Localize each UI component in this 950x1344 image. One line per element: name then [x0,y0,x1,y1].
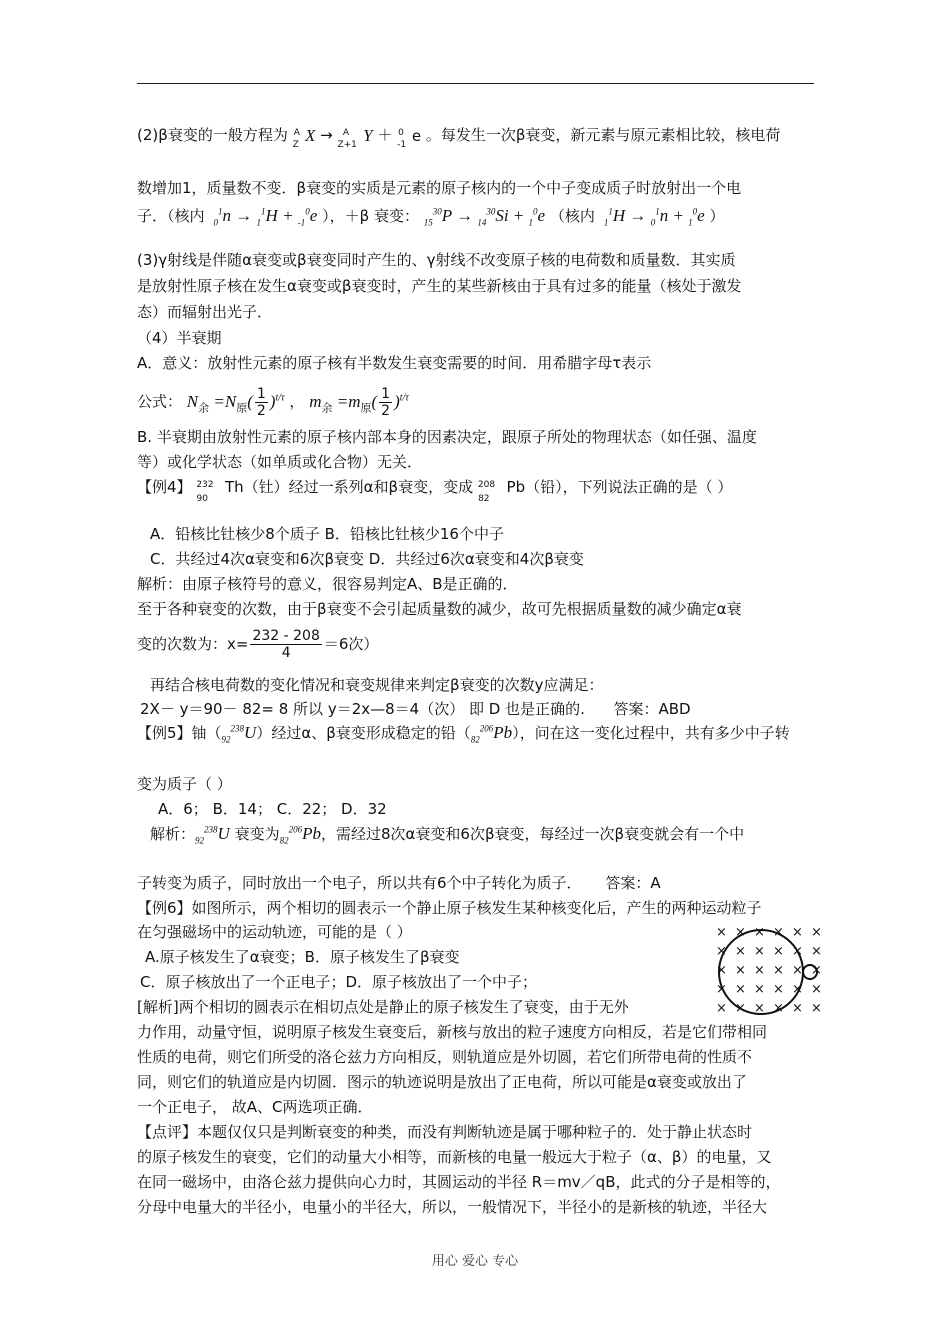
nuclide-zax: $_Z^A$ X [292,125,316,150]
text-line: 数增加1，质量数不变．β衰变的实质是元素的原子核内的一个中子变成质子时放射出一个电 [137,179,742,197]
field-cross-mark: × [716,982,727,997]
field-cross-mark: × [792,982,803,997]
example-5-options: A．6； B．14； C．22； D．32 [158,800,387,818]
field-cross-mark: × [811,982,822,997]
text-line: 子转变为质子，同时放出一个电子，所以共有6个中子转化为质子． 答案：A [137,874,661,892]
field-cross-mark: × [716,944,727,959]
section-heading: （4）半衰期 [137,329,222,347]
field-cross-mark: × [792,1001,803,1016]
page-footer: 用心 爱心 专心 [431,1254,519,1269]
field-cross-mark: × [716,1001,727,1016]
field-cross-mark: × [716,963,727,978]
half-life-formula: 公式： $N_余 =N_原$( $\frac{1}{2}$ )$^{t/\tau}$ ， $m_余 =m_原$( $\frac{1}{2}$ )$^{t/\tau}$ [137,385,409,419]
field-cross-mark: × [716,925,727,940]
field-cross-mark: × [773,925,784,940]
text-line: (3)γ射线是伴随α衰变或β衰变同时产生的、γ射线不改变原子核的电荷数和质量数．其实质 [137,251,736,269]
example-6-options: C．原子核放出了一个正电子；D．原子核放出了一个中子； [140,973,538,991]
field-cross-mark: × [811,944,822,959]
example-4-question: 【例4】 $^{232}_{90}$Th（钍）经过一系列α和β衰变，变成 $^{208}_{82}$Pb（铅），下列说法正确的是（ ） [137,478,733,504]
field-cross-mark: × [754,982,765,997]
field-cross-mark: × [735,982,746,997]
field-cross-mark: × [773,963,784,978]
text-line: 同，则它们的轨道应是内切圆．图示的轨迹说明是放出了正电荷，所以可能是α衰变或放出了 [137,1073,747,1091]
text-line: 一个正电子， 故A、C两选项正确． [137,1098,373,1116]
field-cross-mark: × [792,963,803,978]
field-cross-mark: × [773,1001,784,1016]
field-cross-mark: × [754,944,765,959]
text-line: 【点评】本题仅仅只是判断衰变的种类，而没有判断轨迹是属于哪种粒子的．处于静止状态时 [137,1123,753,1141]
text-line: 性质的电荷，则它们所受的洛仑兹力方向相反，则轨道应是外切圆，若它们所带电荷的性质不 [137,1048,753,1066]
text-line: [解析]两个相切的圆表示在相切点处是静止的原子核发生了衰变，由于无外 [137,998,629,1016]
text-line: 解析：由原子核符号的意义，很容易判定A、B是正确的． [137,575,518,593]
example-6-options: A.原子核发生了α衰变；B．原子核发生了β衰变 [145,948,460,966]
example-5-question: 【例5】铀$(_{92}^{238}U)$经过α、β衰变形成稳定的铅$(_{82}^{206}Pb)$，问在这一变化过程中，共有多少中子转 [137,723,790,745]
example-4-options: C．共经过4次α衰变和6次β衰变 D．共经过6次α衰变和4次β衰变 [150,550,584,568]
text-line: 等）或化学状态（如单质或化合物）无关． [137,453,423,471]
text-line: (2)β衰变的一般方程为 $_Z^A$ X → $_{Z+1}^A$ Y ＋ $_{-1}^0$ e 。每发生一次β衰变，新元素与原元素相比较，核电荷 [137,125,781,150]
text-line: 分母中电量大的半径小，电量小的半径大，所以，一般情况下，半径小的是新核的轨迹，半径大 [137,1198,768,1216]
text-line: 解析：$_{92}^{238}$U 衰变为$_{82}^{206}$Pb，需经过8次α衰变和6次β衰变，每经过一次β衰变就会有一个中 [150,824,745,846]
text-line: 在同一磁场中，由洛仑兹力提供向心力时，其圆运动的半径 R＝mv／qB，此式的分子是相等的， [137,1173,781,1191]
field-cross-mark: × [773,944,784,959]
field-cross-mark: × [735,944,746,959]
example-4-options: A．铅核比钍核少8个质子 B．铅核比钍核少16个中子 [150,525,504,543]
field-cross-mark: × [735,963,746,978]
text-line: 态）而辐射出光子． [137,303,273,321]
text-line: B. 半衰期由放射性元素的原子核内部本身的因素决定，跟原子所处的物理状态（如任强、温度 [137,428,757,446]
field-cross-mark: × [811,1001,822,1016]
field-cross-mark: × [811,925,822,940]
field-cross-mark: × [735,1001,746,1016]
field-cross-mark: × [773,982,784,997]
header-rule [137,83,814,84]
nuclide-electron: $_{-1}^0$ e [397,126,422,150]
text-line: 再结合核电荷数的变化情况和衰变规律来判定β衰变的次数y应满足： [150,676,604,694]
text-line: 子．（核内 $_0^1$n → $_1^1$H + $_{-1}^0$e ），＋β 衰变： $_{15}^{30}$P → $_{14}^{30}$Si + $_1^0$e （核内 $_1^1$H → $_0^1$n + $_1^0$e ） [137,206,725,228]
field-cross-mark: × [792,944,803,959]
magnetic-field-diagram [708,922,828,1022]
text-line: 变为质子（ ） [137,775,232,793]
text-line: A．意义：放射性元素的原子核有半数发生衰变需要的时间．用希腊字母τ表示 [137,354,652,372]
text-line: 至于各种衰变的次数，由于β衰变不会引起质量数的减少，故可先根据质量数的减少确定α衰 [137,600,742,618]
text-line: 力作用，动量守恒，说明原子核发生衰变后，新核与放出的粒子速度方向相反，若是它们带相同 [137,1023,768,1041]
text-line: 是放射性原子核在发生α衰变或β衰变时，产生的某些新核由于具有过多的能量（核处于激发 [137,277,742,295]
field-cross-mark: × [811,963,822,978]
text-line: 2X－ y＝90－ 82= 8 所以 y＝2x—8＝4（次） 即 D 也是正确的. 答案：ABD [140,700,691,718]
alpha-count-formula: 变的次数为：x= $\frac{232 - 208}{4}$ ＝6次） [137,628,379,661]
field-cross-mark: × [754,1001,765,1016]
field-cross-mark: × [754,925,765,940]
field-cross-mark: × [754,963,765,978]
field-cross-mark: × [735,925,746,940]
field-cross-mark: × [792,925,803,940]
text-line: 在匀强磁场中的运动轨迹，可能的是（ ） [137,923,412,941]
text-line: 的原子核发生的衰变，它们的动量大小相等，而新核的电量一般远大于粒子（α、β）的电量，又 [137,1148,772,1166]
nuclide-z1ay: $_{Z+1}^A$ Y [337,125,373,150]
example-6-question: 【例6】如图所示，两个相切的圆表示一个静止原子核发生某种核变化后，产生的两种运动粒子 [137,899,762,917]
